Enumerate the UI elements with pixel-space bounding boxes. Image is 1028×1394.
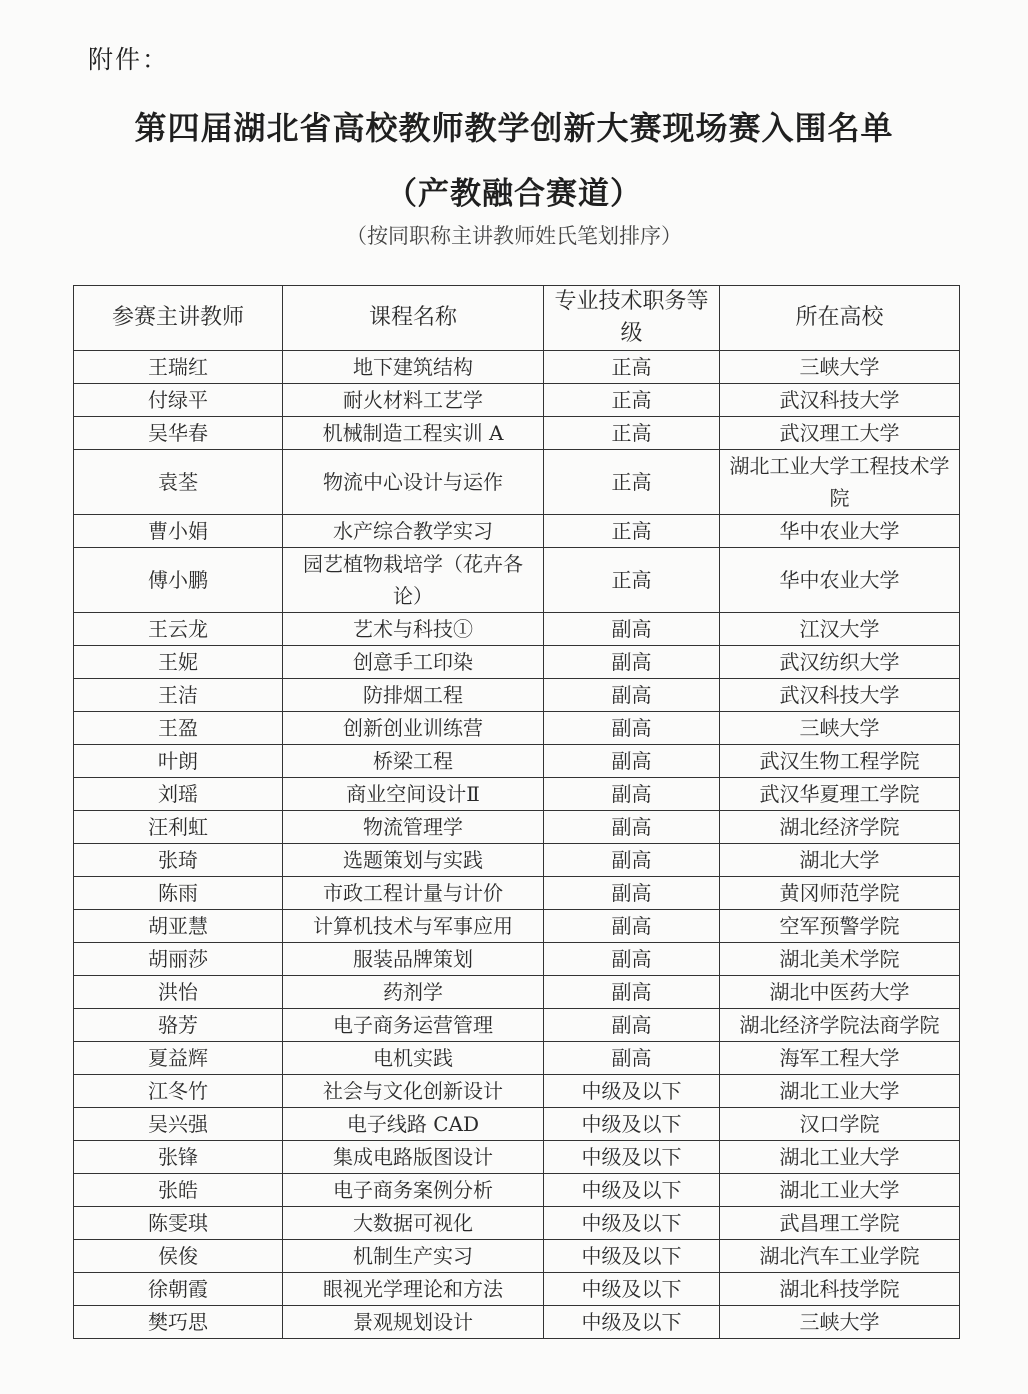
cell-teacher: 侯俊 <box>74 1240 283 1273</box>
table-row <box>74 1108 960 1141</box>
cell-school: 湖北经济学院法商学院 <box>720 1009 960 1042</box>
cell-teacher: 江冬竹 <box>74 1075 283 1108</box>
cell-course: 服装品牌策划 <box>283 943 544 976</box>
cell-teacher: 樊巧思 <box>74 1306 283 1339</box>
table-row <box>74 877 960 910</box>
table-row <box>74 1273 960 1306</box>
table-row <box>74 417 960 450</box>
cell-course: 地下建筑结构 <box>283 351 544 384</box>
cell-school: 湖北中医药大学 <box>720 976 960 1009</box>
cell-school: 湖北工业大学工程技术学院 <box>720 450 960 515</box>
sort-note: （按同职称主讲教师姓氏笔划排序） <box>346 224 682 248</box>
table-row <box>74 1009 960 1042</box>
table-row <box>74 384 960 417</box>
cell-course: 电子商务案例分析 <box>283 1174 544 1207</box>
cell-course: 景观规划设计 <box>283 1306 544 1339</box>
table-header-row <box>74 286 960 351</box>
cell-rank: 副高 <box>544 613 720 646</box>
cell-school: 湖北工业大学 <box>720 1075 960 1108</box>
cell-school: 武昌理工学院 <box>720 1207 960 1240</box>
cell-rank: 中级及以下 <box>544 1240 720 1273</box>
cell-rank: 副高 <box>544 844 720 877</box>
cell-course: 耐火材料工艺学 <box>283 384 544 417</box>
cell-rank: 副高 <box>544 778 720 811</box>
cell-course: 艺术与科技① <box>283 613 544 646</box>
attachment-label: 附件： <box>88 45 170 74</box>
cell-school: 湖北工业大学 <box>720 1174 960 1207</box>
cell-course: 电子线路 CAD <box>283 1108 544 1141</box>
cell-school: 三峡大学 <box>720 351 960 384</box>
cell-rank: 中级及以下 <box>544 1075 720 1108</box>
cell-teacher: 张琦 <box>74 844 283 877</box>
cell-school: 华中农业大学 <box>720 515 960 548</box>
cell-rank: 副高 <box>544 811 720 844</box>
table-row <box>74 844 960 877</box>
cell-teacher: 胡亚慧 <box>74 910 283 943</box>
finalist-table <box>73 285 960 1339</box>
cell-course: 集成电路版图设计 <box>283 1141 544 1174</box>
cell-teacher: 曹小娟 <box>74 515 283 548</box>
cell-school: 湖北科技学院 <box>720 1273 960 1306</box>
table-row <box>74 1141 960 1174</box>
column-header-teacher: 参赛主讲教师 <box>74 286 283 351</box>
cell-teacher: 王妮 <box>74 646 283 679</box>
cell-teacher: 袁荃 <box>74 450 283 515</box>
cell-rank: 正高 <box>544 548 720 613</box>
cell-rank: 正高 <box>544 450 720 515</box>
table-row <box>74 548 960 613</box>
document-subtitle: （产教融合赛道） <box>386 176 642 212</box>
cell-teacher: 王瑞红 <box>74 351 283 384</box>
cell-school: 海军工程大学 <box>720 1042 960 1075</box>
cell-school: 三峡大学 <box>720 1306 960 1339</box>
column-header-rank: 专业技术职务等级 <box>544 286 720 351</box>
cell-course: 电子商务运营管理 <box>283 1009 544 1042</box>
cell-teacher: 王盈 <box>74 712 283 745</box>
table-row <box>74 1306 960 1339</box>
cell-teacher: 付绿平 <box>74 384 283 417</box>
table-row <box>74 1240 960 1273</box>
cell-course: 市政工程计量与计价 <box>283 877 544 910</box>
table-row <box>74 646 960 679</box>
cell-rank: 副高 <box>544 877 720 910</box>
cell-teacher: 徐朝霞 <box>74 1273 283 1306</box>
column-header-school: 所在高校 <box>720 286 960 351</box>
cell-teacher: 叶朗 <box>74 745 283 778</box>
cell-rank: 副高 <box>544 1009 720 1042</box>
cell-teacher: 胡丽莎 <box>74 943 283 976</box>
cell-rank: 副高 <box>544 712 720 745</box>
table-row <box>74 1075 960 1108</box>
cell-school: 武汉生物工程学院 <box>720 745 960 778</box>
cell-teacher: 汪利虹 <box>74 811 283 844</box>
cell-teacher: 陈雯琪 <box>74 1207 283 1240</box>
cell-school: 湖北经济学院 <box>720 811 960 844</box>
table-row <box>74 1042 960 1075</box>
cell-course: 商业空间设计Ⅱ <box>283 778 544 811</box>
cell-school: 武汉科技大学 <box>720 384 960 417</box>
table-row <box>74 976 960 1009</box>
cell-teacher: 骆芳 <box>74 1009 283 1042</box>
cell-teacher: 陈雨 <box>74 877 283 910</box>
cell-rank: 正高 <box>544 384 720 417</box>
table-row <box>74 811 960 844</box>
cell-course: 创新创业训练营 <box>283 712 544 745</box>
table-row <box>74 943 960 976</box>
cell-school: 华中农业大学 <box>720 548 960 613</box>
cell-teacher: 吴华春 <box>74 417 283 450</box>
table-row <box>74 1207 960 1240</box>
cell-teacher: 夏益辉 <box>74 1042 283 1075</box>
document-title: 第四届湖北省高校教师教学创新大赛现场赛入围名单 <box>134 109 894 147</box>
table-row <box>74 515 960 548</box>
cell-teacher: 张皓 <box>74 1174 283 1207</box>
cell-course: 创意手工印染 <box>283 646 544 679</box>
cell-rank: 副高 <box>544 910 720 943</box>
cell-course: 药剂学 <box>283 976 544 1009</box>
cell-rank: 中级及以下 <box>544 1306 720 1339</box>
cell-course: 机械制造工程实训 A <box>283 417 544 450</box>
cell-school: 江汉大学 <box>720 613 960 646</box>
table-row <box>74 613 960 646</box>
cell-rank: 副高 <box>544 646 720 679</box>
cell-course: 物流中心设计与运作 <box>283 450 544 515</box>
cell-teacher: 张锋 <box>74 1141 283 1174</box>
cell-rank: 正高 <box>544 417 720 450</box>
table-row <box>74 1174 960 1207</box>
cell-teacher: 洪怡 <box>74 976 283 1009</box>
cell-course: 选题策划与实践 <box>283 844 544 877</box>
cell-rank: 副高 <box>544 679 720 712</box>
cell-teacher: 傅小鹏 <box>74 548 283 613</box>
cell-rank: 中级及以下 <box>544 1273 720 1306</box>
cell-course: 防排烟工程 <box>283 679 544 712</box>
cell-school: 武汉纺织大学 <box>720 646 960 679</box>
cell-teacher: 刘瑶 <box>74 778 283 811</box>
cell-school: 湖北大学 <box>720 844 960 877</box>
cell-course: 计算机技术与军事应用 <box>283 910 544 943</box>
cell-rank: 副高 <box>544 943 720 976</box>
cell-teacher: 王云龙 <box>74 613 283 646</box>
cell-rank: 副高 <box>544 976 720 1009</box>
cell-rank: 副高 <box>544 1042 720 1075</box>
cell-course: 机制生产实习 <box>283 1240 544 1273</box>
cell-course: 大数据可视化 <box>283 1207 544 1240</box>
cell-rank: 中级及以下 <box>544 1108 720 1141</box>
cell-course: 眼视光学理论和方法 <box>283 1273 544 1306</box>
table-row <box>74 712 960 745</box>
cell-teacher: 吴兴强 <box>74 1108 283 1141</box>
cell-course: 园艺植物栽培学（花卉各论） <box>283 548 544 613</box>
cell-rank: 中级及以下 <box>544 1174 720 1207</box>
cell-course: 桥梁工程 <box>283 745 544 778</box>
cell-school: 汉口学院 <box>720 1108 960 1141</box>
cell-school: 湖北工业大学 <box>720 1141 960 1174</box>
table-row <box>74 745 960 778</box>
table-row <box>74 679 960 712</box>
column-header-course: 课程名称 <box>283 286 544 351</box>
cell-rank: 中级及以下 <box>544 1141 720 1174</box>
table-row <box>74 450 960 515</box>
cell-school: 湖北美术学院 <box>720 943 960 976</box>
table-row <box>74 910 960 943</box>
cell-school: 武汉科技大学 <box>720 679 960 712</box>
cell-course: 电机实践 <box>283 1042 544 1075</box>
cell-rank: 正高 <box>544 515 720 548</box>
cell-rank: 正高 <box>544 351 720 384</box>
cell-course: 社会与文化创新设计 <box>283 1075 544 1108</box>
cell-rank: 中级及以下 <box>544 1207 720 1240</box>
cell-school: 武汉华夏理工学院 <box>720 778 960 811</box>
table-row <box>74 778 960 811</box>
cell-school: 空军预警学院 <box>720 910 960 943</box>
table-row <box>74 351 960 384</box>
cell-school: 黄冈师范学院 <box>720 877 960 910</box>
cell-rank: 副高 <box>544 745 720 778</box>
cell-school: 三峡大学 <box>720 712 960 745</box>
cell-school: 湖北汽车工业学院 <box>720 1240 960 1273</box>
cell-school: 武汉理工大学 <box>720 417 960 450</box>
cell-course: 水产综合教学实习 <box>283 515 544 548</box>
cell-teacher: 王洁 <box>74 679 283 712</box>
cell-course: 物流管理学 <box>283 811 544 844</box>
